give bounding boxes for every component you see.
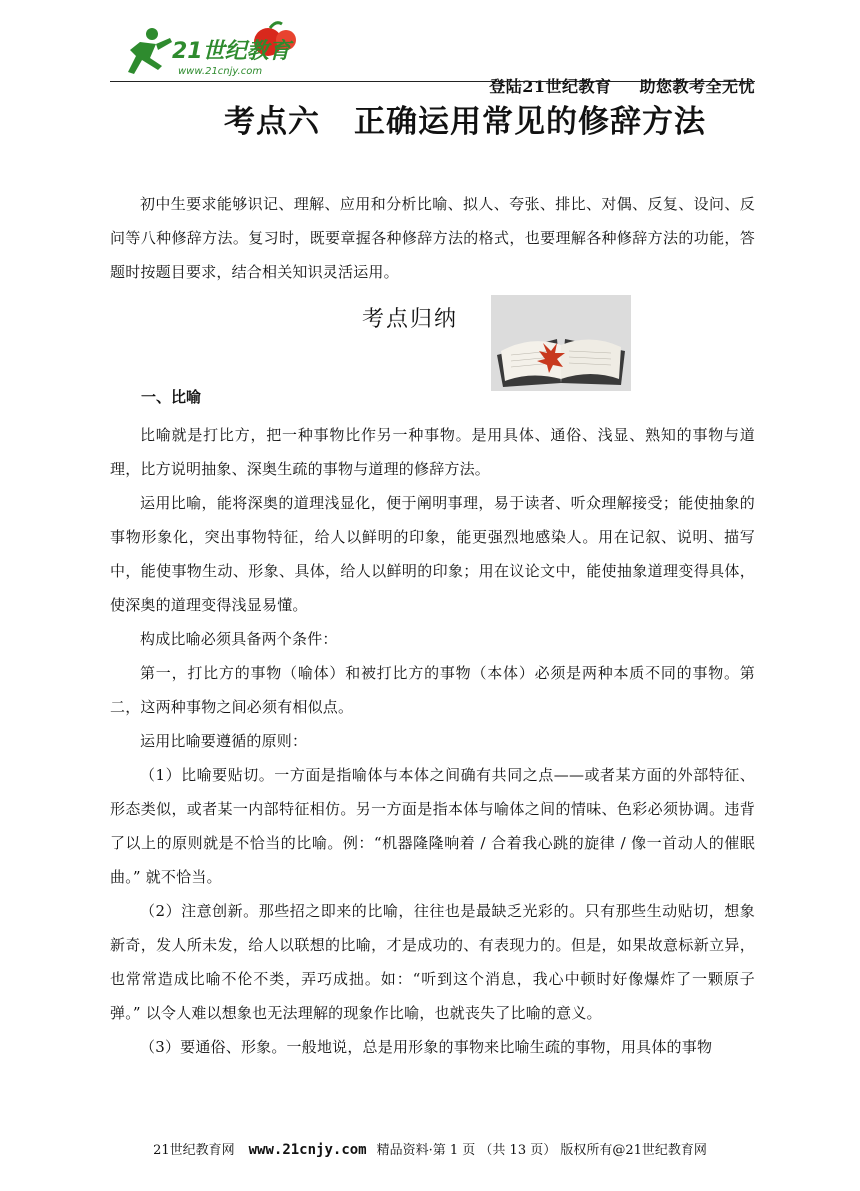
paragraph: 第一，打比方的事物（喻体）和被打比方的事物（本体）必须是两种本质不同的事物。第二，这两种事物之间必须有相似点。: [110, 664, 755, 716]
footer-site-link[interactable]: www.21cnjy.com: [248, 1142, 367, 1158]
subheading-metaphor: 一、比喻: [141, 388, 202, 406]
paragraph: 构成比喻必须具备两个条件：: [140, 630, 338, 648]
paragraph: 运用比喻，能将深奥的道理浅显化，便于阐明事理，易于读者、听众理解接受；能使抽象的事物形象化，突出事物特征，给人以鲜明的印象，能更强烈地感染人。用在记叙、说明、描写中，能使事物生动、形象、具体，给人以鲜明的印象；用在议论文中，能使抽象道理变得具体，使深奥的道理变得浅显易懂。: [110, 494, 755, 614]
intro-paragraph: 初中生要求能够识记、理解、应用和分析比喻、拟人、夸张、排比、对偶、反复、设问、反问等八种修辞方法。复习时，既要章握各种修辞方法的格式，也要理解各种修辞方法的功能，答题时按题目要求，结合相关知识灵活运用。: [110, 195, 755, 281]
footer-left: 21世纪教育网: [153, 1143, 235, 1158]
page-footer: [0, 1139, 860, 1158]
paragraph: （2）注意创新。那些招之即来的比喻，往往也是最缺乏光彩的。只有那些生动贴切，想象新奇，发人所未发，给人以联想的比喻，才是成功的、有表现力的。但是，如果故意标新立异，也常常造成比喻不伦不类，弄巧成拙。如：“听到这个消息，我心中顿时好像爆炸了一颗原子弹。” 以令人难以想象也无法理解的现象作比喻，也就丧失了比喻的意义。: [110, 902, 755, 1022]
title-text: 正确运用常见的修辞方法: [354, 104, 706, 140]
running-figure-icon: [128, 28, 172, 74]
site-logo: [110, 18, 300, 84]
header-slogan: [489, 74, 755, 97]
page-header: [110, 18, 755, 96]
paragraph: 比喻就是打比方，把一种事物比作另一种事物。是用具体、通俗、浅显、熟知的事物与道理，比方说明抽象、深奥生疏的事物与道理的修辞方法。: [110, 426, 755, 478]
paragraph: （1）比喻要贴切。一方面是指喻体与本体之间确有共同之点——或者某方面的外部特征、形态类似，或者某一内部特征相仿。另一方面是指本体与喻体之间的情味、色彩必须协调。违背了以上的原则就是不恰当的比喻。例：“机器隆隆响着 / 合着我心跳的旋律 / 像一首动人的催眠曲。” 就不恰当。: [110, 766, 755, 886]
open-book-image: [491, 295, 631, 391]
header-divider: [110, 81, 755, 82]
section-heading: 考点归纳: [361, 307, 458, 332]
paragraph: （3）要通俗、形象。一般地说，总是用形象的事物来比喻生疏的事物，用具体的事物: [140, 1038, 713, 1056]
slogan-motto: 助您教考全无忧: [639, 77, 755, 96]
logo-text: 21世纪教育: [172, 39, 291, 64]
title-number: 考点六: [224, 104, 320, 140]
slogan-login: 登陆21世纪教育: [489, 77, 612, 96]
main-content: [110, 418, 755, 1064]
footer-pagination: 精品资料·第 1 页 （共 13 页） 版权所有@21世纪教育网: [376, 1143, 707, 1158]
paragraph: 运用比喻要遵循的原则：: [140, 732, 308, 750]
logo-url: www.21cnjy.com: [178, 66, 263, 77]
page-title: [0, 96, 860, 141]
